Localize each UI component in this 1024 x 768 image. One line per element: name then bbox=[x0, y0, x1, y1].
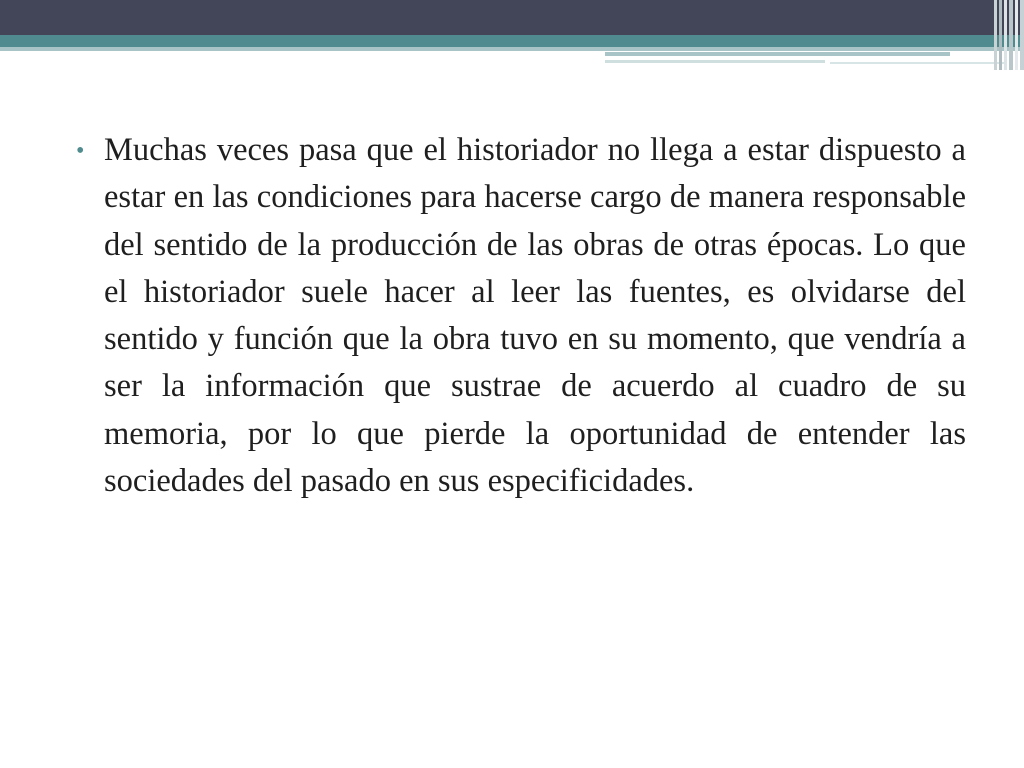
header-teal-band bbox=[0, 35, 1024, 47]
bullet-icon: • bbox=[76, 138, 85, 164]
bullet-text: Muchas veces pasa que el historiador no llega a estar dispuesto a estar en las condiciones para hacerse cargo de manera responsable del sentido de la producción de las obras de otras épocas. Lo que el historiador suele hacer al leer las fuentes, es olvidarse del sentido y función que la obra tuvo en su momento, que vendría a ser la información que sustrae de acuerdo al cuadro de su memoria, por lo que pierde la oportunidad de entender las sociedades del pasado en sus especificidades. bbox=[104, 132, 966, 500]
slide-content bbox=[72, 127, 966, 505]
header-dark-band bbox=[0, 0, 1024, 35]
header-accent-line bbox=[605, 60, 825, 63]
header-vertical-stripe bbox=[1015, 0, 1018, 70]
header-vertical-stripe bbox=[1020, 0, 1024, 70]
bullet-item bbox=[72, 127, 966, 505]
header-vertical-stripe bbox=[1009, 0, 1013, 70]
header-vertical-stripe bbox=[999, 0, 1002, 70]
header-accent-line bbox=[605, 52, 950, 56]
header-accent-line bbox=[830, 62, 1005, 64]
header-vertical-stripe bbox=[1004, 0, 1007, 70]
header-vertical-stripe bbox=[994, 0, 997, 70]
